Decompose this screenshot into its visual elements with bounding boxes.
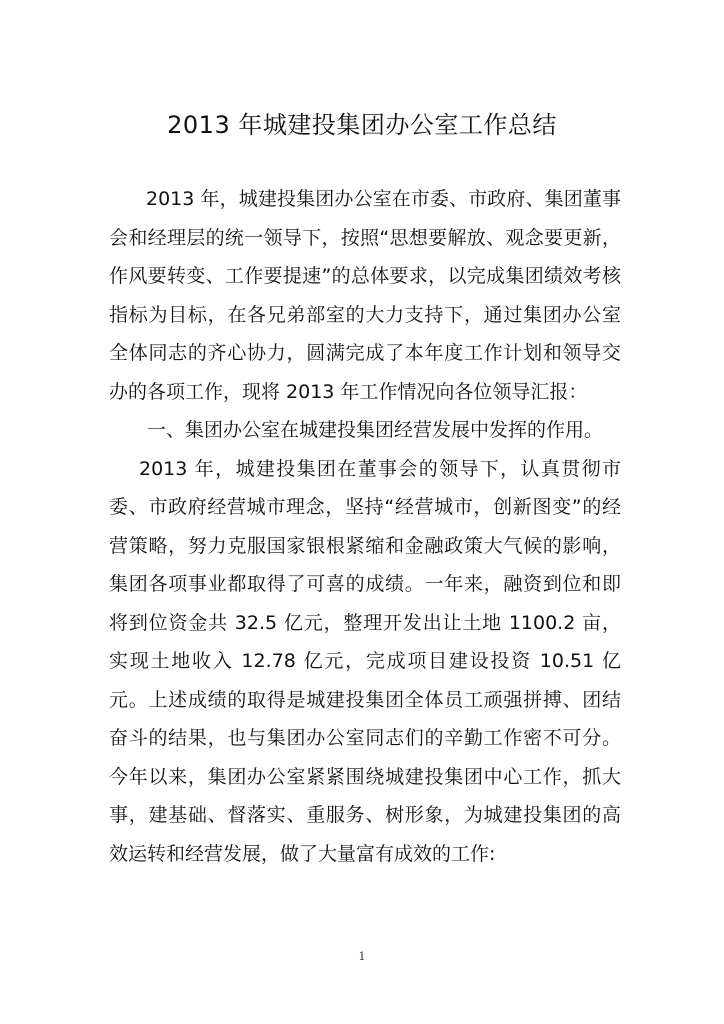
intro-paragraph: 2013 年，城建投集团办公室在市委、市政府、集团董事会和经理层的统一领导下，按照“思想要解放、观念要更新，作风要转变、工作要提速”的总体要求，以完成集团绩效考核指标为目标，在各兄弟部室的大力支持下，通过集团办公室全体同志的齐心协力，圆满完成了本年度工作计划和领导交办的各项工作，现将 2013 年工作情况向各位领导汇报： bbox=[109, 188, 621, 403]
document-body bbox=[109, 180, 621, 873]
section-paragraph: 2013 年，城建投集团在董事会的领导下，认真贯彻市委、市政府经营城市理念，坚持“经营城市，创新图变”的经营策略，努力克服国家银根紧缩和金融政策大气候的影响，集团各项事业都取得了可喜的成绩。一年来，融资到位和即将到位资金共 32.5 亿元，整理开发出让土地 1100.2 亩，实现土地收入 12.78 亿元，完成项目建设投资 10.51 亿元。上述成绩的取得是城建投集团全体员工顽强拼搏、团结奋斗的结果，也与集团办公室同志们的辛勤工作密不可分。今年以来，集团办公室紧紧围绕城建投集团中心工作，抓大事，建基础、督落实、重服务、树形象，为城建投集团的高效运转和经营发展，做了大量富有成效的工作: bbox=[109, 457, 621, 865]
document-title: 2013 年城建投集团办公室工作总结 bbox=[167, 111, 557, 139]
page-number: 1 bbox=[358, 950, 366, 963]
section-heading: 一、集团办公室在城建投集团经营发展中发挥的作用。 bbox=[147, 419, 604, 441]
